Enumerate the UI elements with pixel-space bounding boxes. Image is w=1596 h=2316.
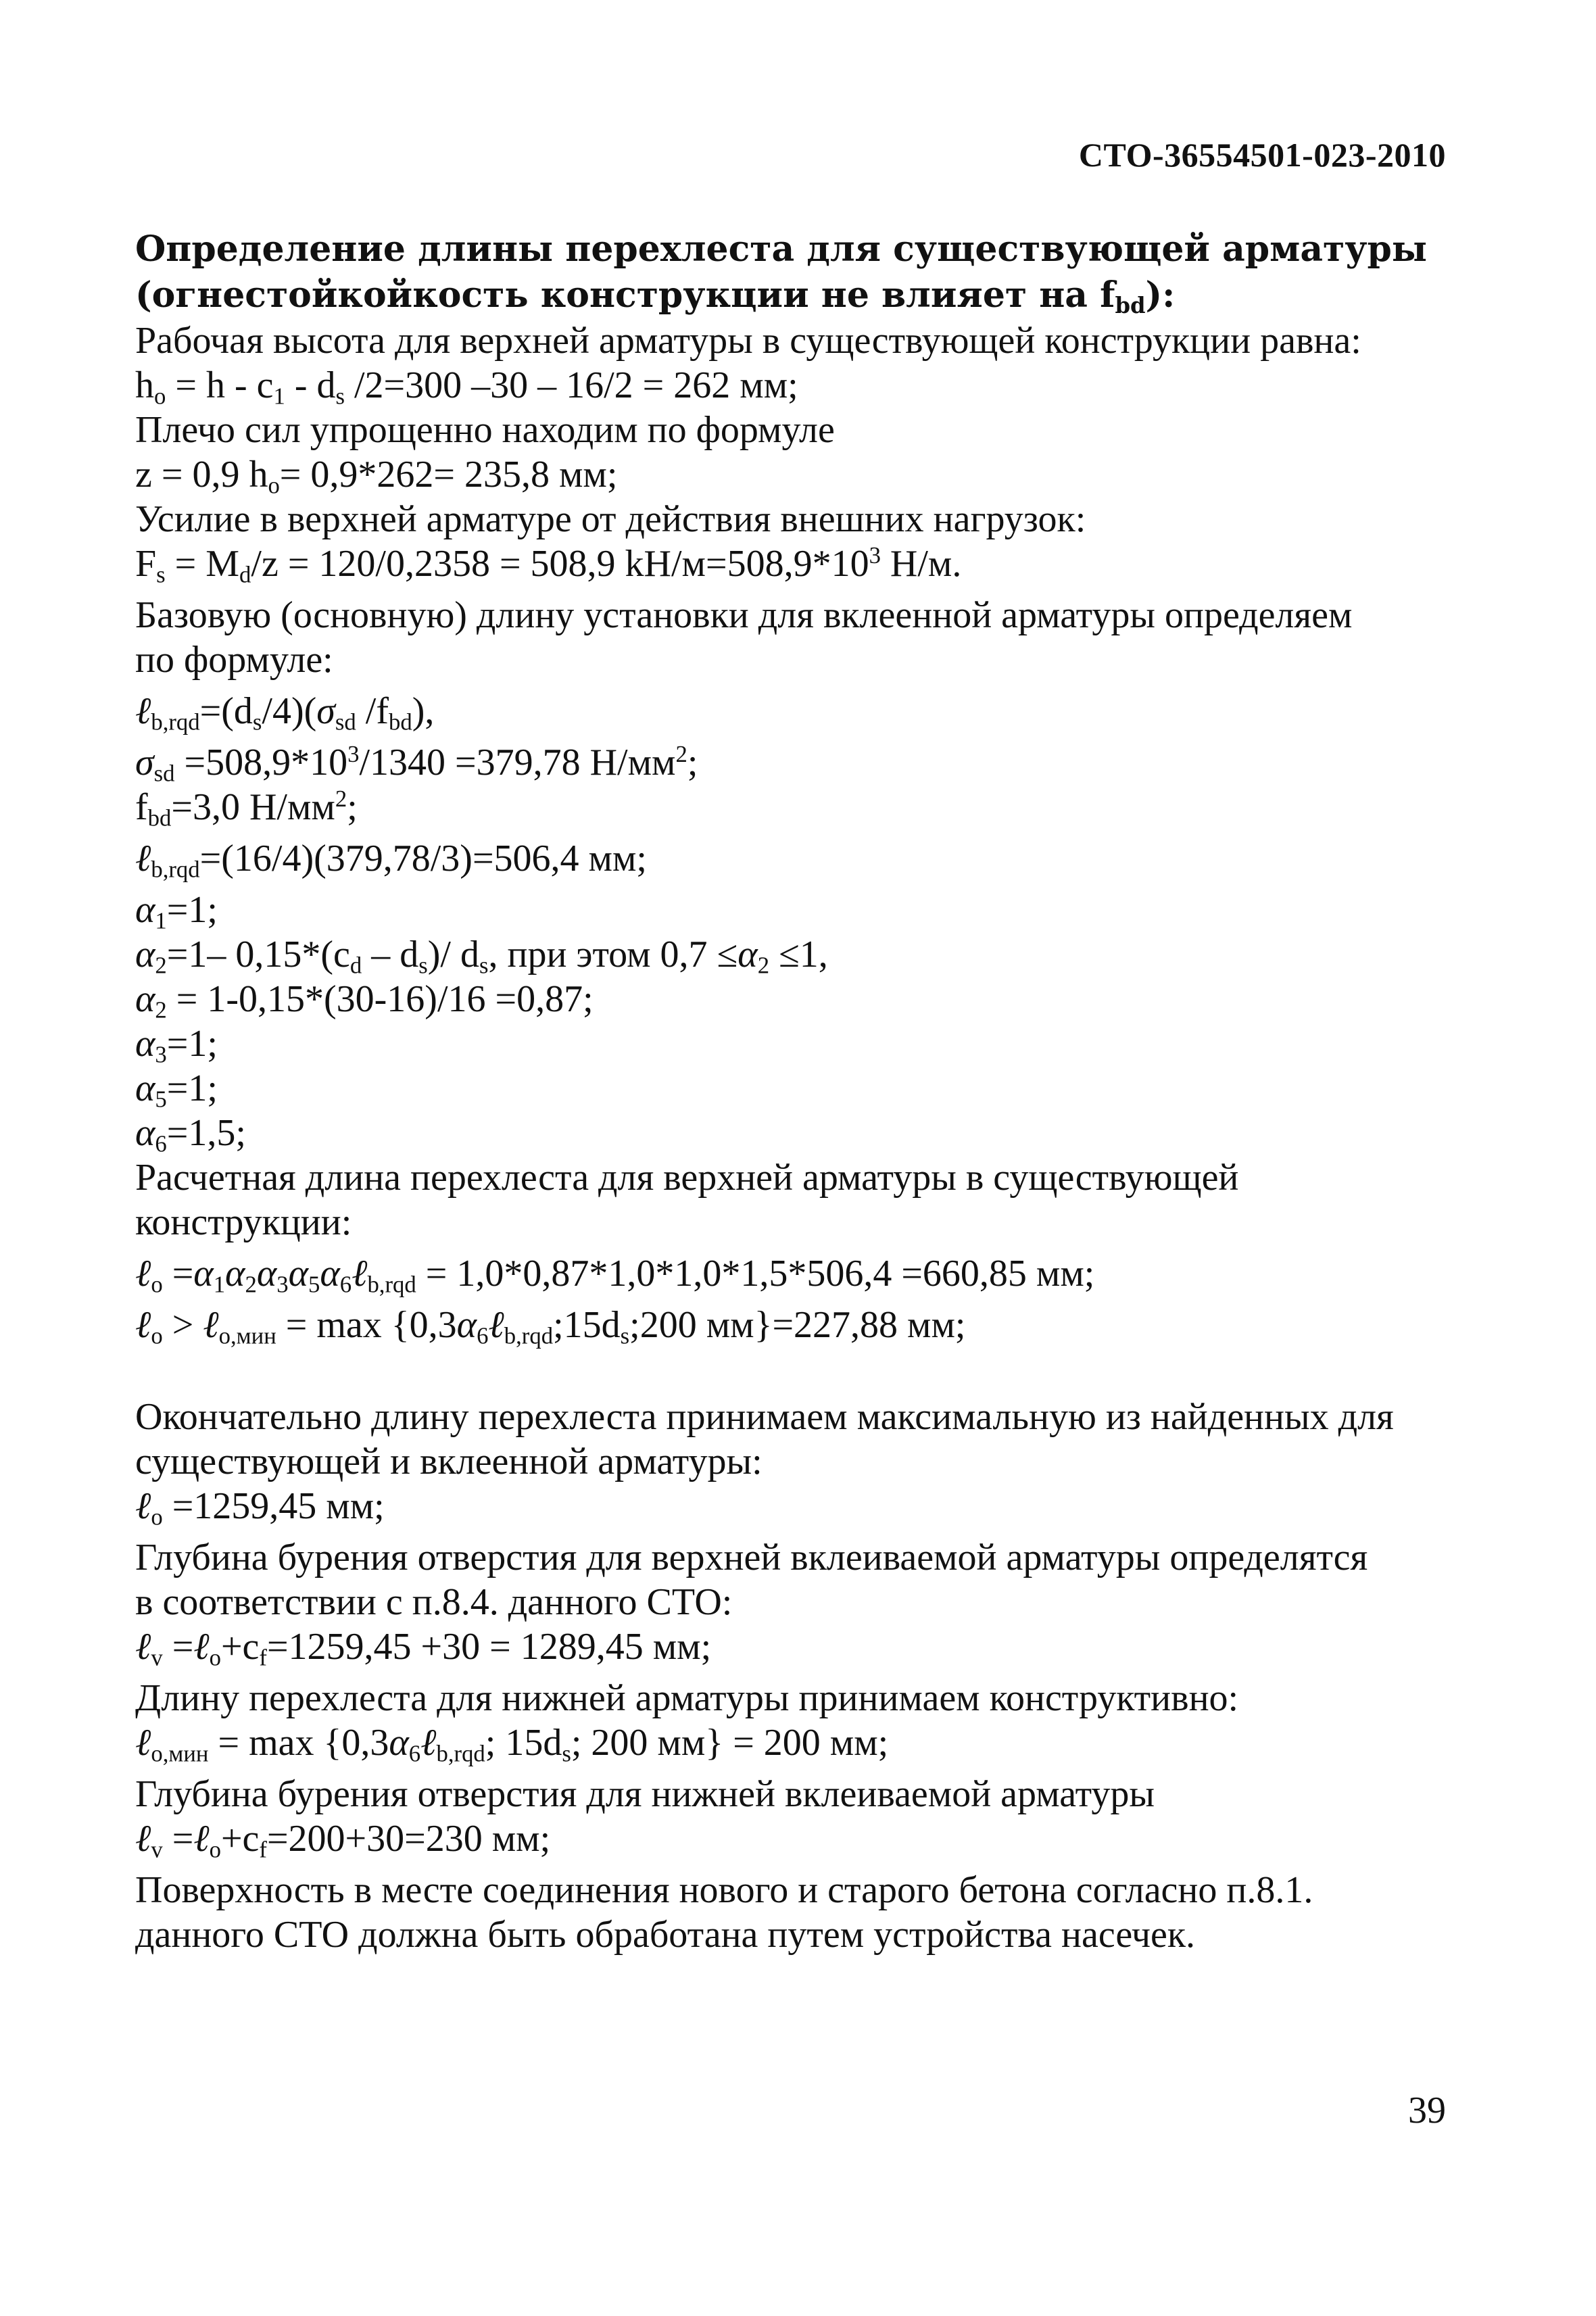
paragraph-working-height: Рабочая высота для верхней арматуры в существующей конструкции равна: [135, 320, 1361, 362]
formula-lo-min: ℓ$_o$ > ℓ$_{o,мин}$ = $\max \{0,3\alpha_6\ell_{b,rqd};15d_s;200$ мм}=227,88 мм; [135, 1304, 966, 1349]
paragraph-design-length-1: Расчетная длина перехлеста для верхней арматуры в существующей [135, 1157, 1239, 1199]
paragraph-final-2: существующей и вклеенной арматуры: [135, 1441, 763, 1482]
formula-h0: $h_o = h - c_1 - d_s$ /2=300 –30 – 16/2 = 262 мм; [135, 364, 798, 410]
formula-lbrqd: $\ell_{b,rqd}=(d_s/4)(\sigma_{sd}$ $/f_{bd}$), [135, 690, 435, 735]
section-heading [135, 226, 1460, 318]
formula-alpha3: $\alpha_3=1$; [135, 1023, 218, 1068]
paragraph-surface-2: данного СТО должна быть обработана путем устройства насечек. [135, 1914, 1196, 1956]
paragraph-force: Усилие в верхней арматуре от действия внешних нагрузок: [135, 498, 1086, 540]
formula-z: z = 0,9 $h_o= 0,9*262= 235,8$ мм; [135, 454, 618, 499]
formula-sigma-sd: $\sigma_{sd} =508,9*10^3/1340 =379,78$ $Н/мм^2$; [135, 740, 698, 787]
formula-lv-bottom: ℓ$_v$ $=\ell_o+c_f=200+30=230$ мм; [135, 1818, 551, 1863]
paragraph-basic-length-1: Базовую (основную) длину установки для вклеенной арматуры определяем [135, 594, 1353, 636]
formula-lo: ℓ$_o$ $=\alpha_1\alpha_2\alpha_3\alpha_5\alpha_6\ell_{b,rqd} = 1,0*0,87*1,0*1,0*1,5*506,4 =660,85$ мм; [135, 1253, 1095, 1298]
page-body [135, 226, 1460, 1957]
paragraph-drill-top-1: Глубина бурения отверстия для верхней вклеиваемой арматуры определятся [135, 1537, 1368, 1578]
heading-line-2: (огнестойкойкость конструкции не влияет на $f_{bd}$): [135, 274, 1176, 319]
formula-fbd: $f_{bd}=3,0$ $Н/мм^2$; [135, 785, 358, 831]
formula-alpha6: $\alpha_6=1,5$; [135, 1112, 246, 1157]
page-number: 39 [1408, 2090, 1446, 2131]
formula-lo-final: ℓ$_o$ =1259,45 мм; [135, 1485, 385, 1530]
paragraph-surface-1: Поверхность в месте соединения нового и старого бетона согласно п.8.1. [135, 1869, 1313, 1911]
document-code: СТО-36554501-023-2010 [1078, 136, 1446, 174]
formula-alpha2: $\alpha_2=1-$ $0,15*(c_d - d_s)/$ $d_s$, при этом $0,7 \le\alpha_2 \le 1$, [135, 934, 828, 979]
paragraph-design-length-2: конструкции: [135, 1201, 352, 1243]
paragraph-bottom-length: Длину перехлеста для нижней арматуры принимаем конструктивно: [135, 1677, 1239, 1719]
formula-alpha2-value: $\alpha_2 = 1-0,15*(30-16)/16 =0,87$; [135, 978, 594, 1023]
formula-lbrqd-value: ℓ$_{b,rqd}$=(16/4)(379,78/3)=506,4 мм; [135, 838, 647, 883]
heading-line-1: Определение длины перехлеста для существующей арматуры [135, 228, 1427, 270]
paragraph-lever-arm: Плечо сил упрощенно находим по формуле [135, 409, 835, 451]
paragraph-drill-top-2: в соответствии с п.8.4. данного СТО: [135, 1581, 733, 1623]
paragraph-drill-bottom: Глубина бурения отверстия для нижней вклеиваемой арматуры [135, 1773, 1155, 1815]
paragraph-final-1: Окончательно длину перехлеста принимаем максимальную из найденных для [135, 1396, 1394, 1438]
formula-alpha1: $\alpha_1=1$; [135, 889, 218, 934]
paragraph-basic-length-2: по формуле: [135, 639, 333, 681]
formula-lo-min-bottom: ℓ$_{o,мин}$ = $\max \{0,3\alpha_6\ell_{b,rqd}$; $15d_s$; 200 мм} = 200 мм; [135, 1722, 889, 1767]
formula-fs: $F_s = M_d/z = 120/0,2358 = 508,9$ $kH/м=508,9*10^3$ Н/м. [135, 541, 962, 588]
formula-alpha5: $\alpha_5=1$; [135, 1067, 218, 1113]
formula-lv-top: ℓ$_v$ $=\ell_o+c_f=1259,45 +30 = 1289,45$ мм; [135, 1626, 712, 1671]
